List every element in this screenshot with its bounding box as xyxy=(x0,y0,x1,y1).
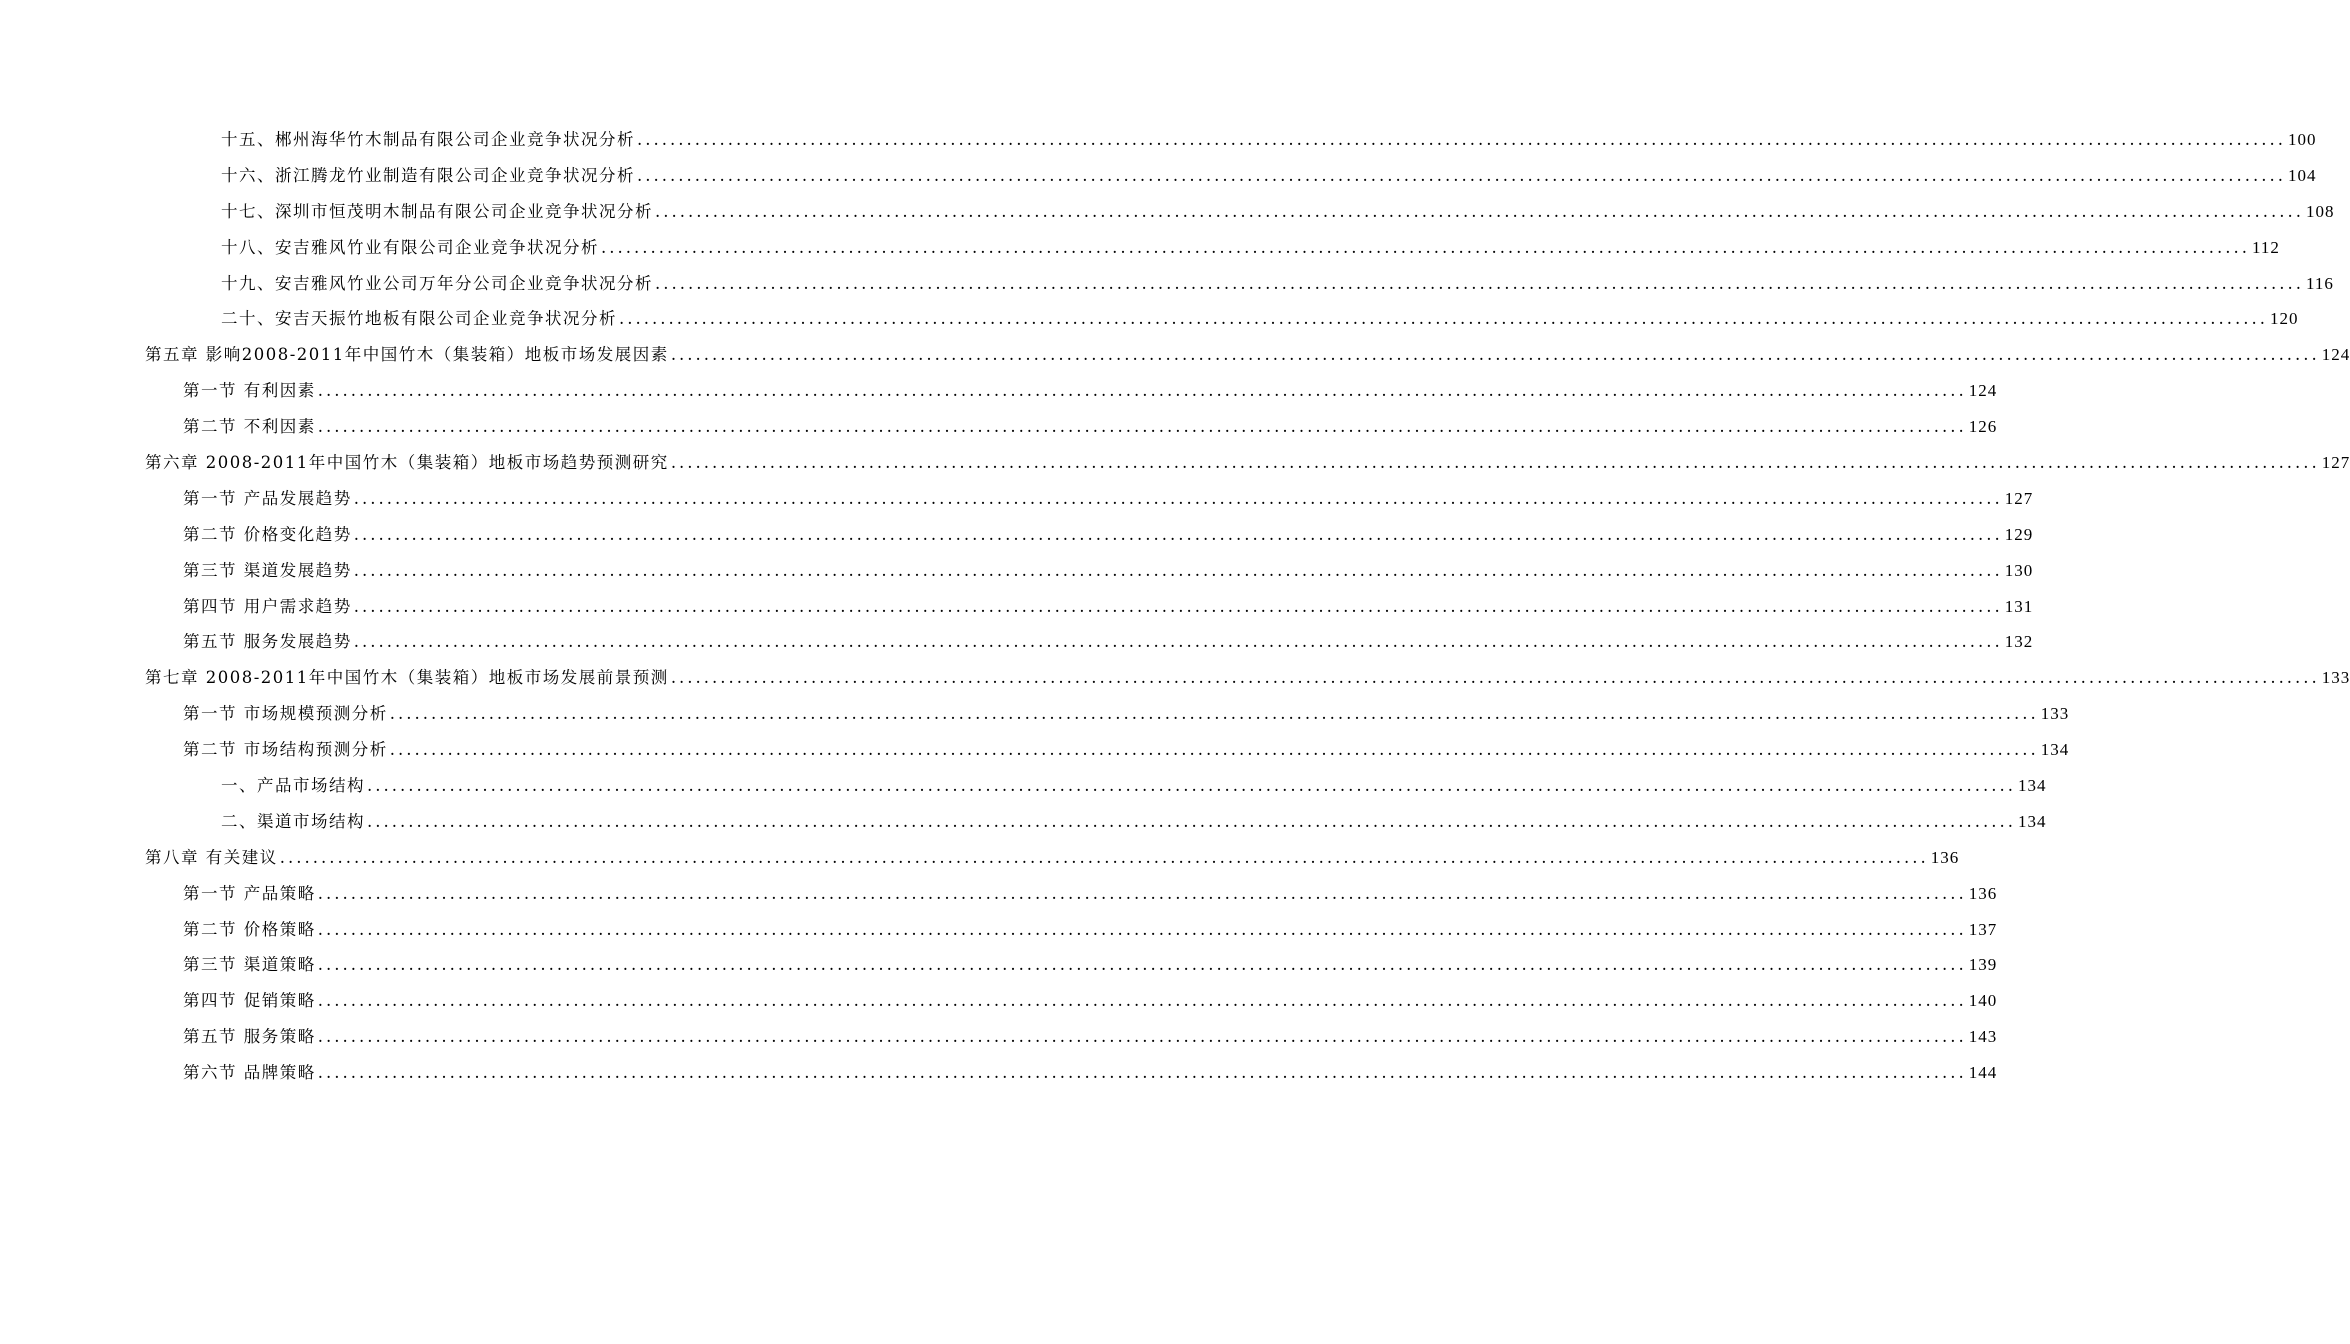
toc-entry-line xyxy=(183,377,1998,401)
toc-entry[interactable] xyxy=(0,838,1960,874)
toc-entry-page-number: 124 xyxy=(2321,345,2350,365)
toc-dot-leader: ........................................................................................................................................................................................................ xyxy=(353,488,2003,508)
toc-dot-leader: ........................................................................................................................................................................................................ xyxy=(279,847,1929,867)
toc-entry[interactable] xyxy=(0,694,2070,730)
toc-entry-page-number: 140 xyxy=(1968,991,1998,1011)
toc-entry-label: 第六节 品牌策略 xyxy=(183,1063,316,1083)
toc-entry-page-number: 116 xyxy=(2305,273,2334,293)
toc-entry-line xyxy=(221,305,2299,329)
toc-dot-leader: ........................................................................................................................................................................................................ xyxy=(670,668,2320,688)
toc-entry-label: 第一节 产品策略 xyxy=(183,883,316,903)
toc-entry-line xyxy=(183,521,2034,545)
toc-entry-page-number: 108 xyxy=(2305,201,2335,221)
toc-entry-page-number: 134 xyxy=(2017,811,2047,831)
toc-entry-page-number: 127 xyxy=(2321,452,2350,472)
toc-entry-label: 第一节 有利因素 xyxy=(183,381,316,401)
toc-entry[interactable] xyxy=(0,407,1998,443)
toc-entry-line xyxy=(221,808,2047,832)
toc-entry[interactable] xyxy=(0,515,2034,551)
toc-entry[interactable] xyxy=(0,874,1998,910)
toc-entry-label: 第四节 用户需求趋势 xyxy=(183,596,352,616)
toc-entry-page-number: 137 xyxy=(1968,919,1998,939)
toc-entry[interactable] xyxy=(0,802,2047,838)
toc-entry-page-number: 130 xyxy=(2004,560,2034,580)
toc-entry-line xyxy=(183,413,1998,437)
toc-entry-label: 第二节 市场结构预测分析 xyxy=(183,740,388,760)
toc-entry-label: 第二节 不利因素 xyxy=(183,417,316,437)
toc-entry[interactable] xyxy=(0,443,2350,479)
toc-entry-page-number: 104 xyxy=(2287,165,2317,185)
toc-entry[interactable] xyxy=(0,658,2350,694)
toc-dot-leader: ........................................................................................................................................................................................................ xyxy=(619,309,2268,329)
toc-entry-label: 十八、安吉雅风竹业有限公司企业竞争状况分析 xyxy=(221,237,599,257)
toc-entry-line xyxy=(221,198,2335,222)
toc-entry-page-number: 144 xyxy=(1968,1063,1998,1083)
toc-entry-line xyxy=(145,449,2350,473)
toc-entry[interactable] xyxy=(0,156,2317,192)
toc-entry-line xyxy=(221,162,2317,186)
toc-entry-page-number: 129 xyxy=(2004,524,2034,544)
toc-dot-leader: ........................................................................................................................................................................................................ xyxy=(317,1063,1967,1083)
toc-dot-leader: ........................................................................................................................................................................................................ xyxy=(367,775,2016,795)
toc-dot-leader: ........................................................................................................................................................................................................ xyxy=(353,632,2003,652)
toc-entry-line xyxy=(221,126,2317,150)
toc-entry-page-number: 133 xyxy=(2321,668,2350,688)
toc-entry-line xyxy=(183,485,2034,509)
toc-dot-leader: ........................................................................................................................................................................................................ xyxy=(317,1027,1967,1047)
toc-entry[interactable] xyxy=(0,730,2070,766)
toc-entry-label: 二、渠道市场结构 xyxy=(221,811,365,831)
toc-dot-leader: ........................................................................................................................................................................................................ xyxy=(317,883,1967,903)
toc-entry[interactable] xyxy=(0,622,2034,658)
toc-entry-line xyxy=(183,987,1998,1011)
toc-dot-leader: ........................................................................................................................................................................................................ xyxy=(670,345,2320,365)
toc-entry-line xyxy=(183,1023,1998,1047)
toc-entry-line xyxy=(183,593,2034,617)
toc-entry-page-number: 112 xyxy=(2251,237,2280,257)
toc-dot-leader: ........................................................................................................................................................................................................ xyxy=(670,452,2320,472)
toc-entry[interactable] xyxy=(0,981,1998,1017)
toc-entry-page-number: 136 xyxy=(1968,883,1998,903)
toc-dot-leader: ........................................................................................................................................................................................................ xyxy=(317,991,1967,1011)
toc-entry-page-number: 133 xyxy=(2040,704,2070,724)
toc-entry-label: 第四节 促销策略 xyxy=(183,991,316,1011)
toc-dot-leader: ........................................................................................................................................................................................................ xyxy=(353,560,2003,580)
toc-entry-label: 第一节 产品发展趋势 xyxy=(183,488,352,508)
toc-entry-label: 第八章 有关建议 xyxy=(145,847,278,867)
toc-entry-line xyxy=(183,880,1998,904)
toc-entry[interactable] xyxy=(0,551,2034,587)
toc-entry-label: 第五章 影响2008-2011年中国竹木（集装箱）地板市场发展因素 xyxy=(145,345,669,365)
toc-entry[interactable] xyxy=(0,1017,1998,1053)
toc-entry-label: 第五节 服务策略 xyxy=(183,1027,316,1047)
toc-entry-line xyxy=(183,628,2034,652)
toc-dot-leader: ........................................................................................................................................................................................................ xyxy=(353,524,2003,544)
toc-entry-line xyxy=(145,664,2350,688)
toc-entry-line xyxy=(183,1059,1998,1083)
table-of-contents xyxy=(0,120,2350,1089)
toc-entry-label: 第二节 价格变化趋势 xyxy=(183,524,352,544)
toc-entry-page-number: 143 xyxy=(1968,1027,1998,1047)
toc-dot-leader: ........................................................................................................................................................................................................ xyxy=(389,740,2039,760)
toc-entry-line xyxy=(183,916,1998,940)
toc-entry-page-number: 134 xyxy=(2040,740,2070,760)
toc-entry[interactable] xyxy=(0,587,2034,623)
toc-entry-line xyxy=(183,557,2034,581)
toc-dot-leader: ........................................................................................................................................................................................................ xyxy=(317,381,1967,401)
toc-entry-page-number: 100 xyxy=(2287,129,2317,149)
toc-entry-label: 第一节 市场规模预测分析 xyxy=(183,704,388,724)
toc-dot-leader: ........................................................................................................................................................................................................ xyxy=(655,273,2304,293)
toc-entry-page-number: 139 xyxy=(1968,955,1998,975)
toc-entry[interactable] xyxy=(0,945,1998,981)
toc-entry[interactable] xyxy=(0,766,2047,802)
toc-entry-line xyxy=(183,951,1998,975)
toc-entry[interactable] xyxy=(0,1053,1998,1089)
toc-entry-line xyxy=(183,700,2070,724)
toc-entry-page-number: 131 xyxy=(2004,596,2034,616)
toc-entry-line xyxy=(221,772,2047,796)
toc-entry[interactable] xyxy=(0,120,2317,156)
toc-dot-leader: ........................................................................................................................................................................................................ xyxy=(367,811,2016,831)
toc-entry-label: 十六、浙江腾龙竹业制造有限公司企业竞争状况分析 xyxy=(221,165,635,185)
toc-entry-line xyxy=(221,234,2280,258)
toc-dot-leader: ........................................................................................................................................................................................................ xyxy=(389,704,2039,724)
toc-dot-leader: ........................................................................................................................................................................................................ xyxy=(317,417,1967,437)
toc-entry-label: 十九、安吉雅风竹业公司万年分公司企业竞争状况分析 xyxy=(221,273,653,293)
toc-entry-label: 十七、深圳市恒茂明木制品有限公司企业竞争状况分析 xyxy=(221,201,653,221)
toc-entry-line xyxy=(145,341,2350,365)
toc-entry-page-number: 132 xyxy=(2004,632,2034,652)
toc-entry[interactable] xyxy=(0,228,2280,264)
toc-entry-label: 第三节 渠道策略 xyxy=(183,955,316,975)
toc-entry-line xyxy=(221,270,2334,294)
toc-entry-page-number: 127 xyxy=(2004,488,2034,508)
toc-entry-label: 第三节 渠道发展趋势 xyxy=(183,560,352,580)
toc-dot-leader: ........................................................................................................................................................................................................ xyxy=(317,919,1967,939)
toc-entry-page-number: 124 xyxy=(1968,381,1998,401)
toc-entry-line xyxy=(145,844,1960,868)
toc-entry-page-number: 120 xyxy=(2269,309,2299,329)
toc-entry[interactable] xyxy=(0,910,1998,946)
toc-entry-page-number: 136 xyxy=(1930,847,1960,867)
toc-entry[interactable] xyxy=(0,299,2299,335)
toc-dot-leader: ........................................................................................................................................................................................................ xyxy=(601,237,2250,257)
toc-entry[interactable] xyxy=(0,335,2350,371)
toc-dot-leader: ........................................................................................................................................................................................................ xyxy=(353,596,2003,616)
toc-entry-label: 十五、郴州海华竹木制品有限公司企业竞争状况分析 xyxy=(221,129,635,149)
toc-entry[interactable] xyxy=(0,371,1998,407)
toc-entry-label: 二十、安吉天振竹地板有限公司企业竞争状况分析 xyxy=(221,309,617,329)
toc-entry-line xyxy=(183,736,2070,760)
toc-dot-leader: ........................................................................................................................................................................................................ xyxy=(655,201,2304,221)
toc-entry-label: 第七章 2008-2011年中国竹木（集装箱）地板市场发展前景预测 xyxy=(145,668,669,688)
toc-dot-leader: ........................................................................................................................................................................................................ xyxy=(637,129,2286,149)
toc-entry-label: 第六章 2008-2011年中国竹木（集装箱）地板市场趋势预测研究 xyxy=(145,452,669,472)
toc-dot-leader: ........................................................................................................................................................................................................ xyxy=(317,955,1967,975)
toc-entry-label: 第五节 服务发展趋势 xyxy=(183,632,352,652)
toc-entry-page-number: 126 xyxy=(1968,417,1998,437)
toc-entry-page-number: 134 xyxy=(2017,775,2047,795)
toc-dot-leader: ........................................................................................................................................................................................................ xyxy=(637,165,2286,185)
toc-entry[interactable] xyxy=(0,479,2034,515)
toc-entry-label: 一、产品市场结构 xyxy=(221,775,365,795)
toc-entry[interactable] xyxy=(0,192,2335,228)
toc-entry-label: 第二节 价格策略 xyxy=(183,919,316,939)
toc-entry[interactable] xyxy=(0,264,2334,300)
